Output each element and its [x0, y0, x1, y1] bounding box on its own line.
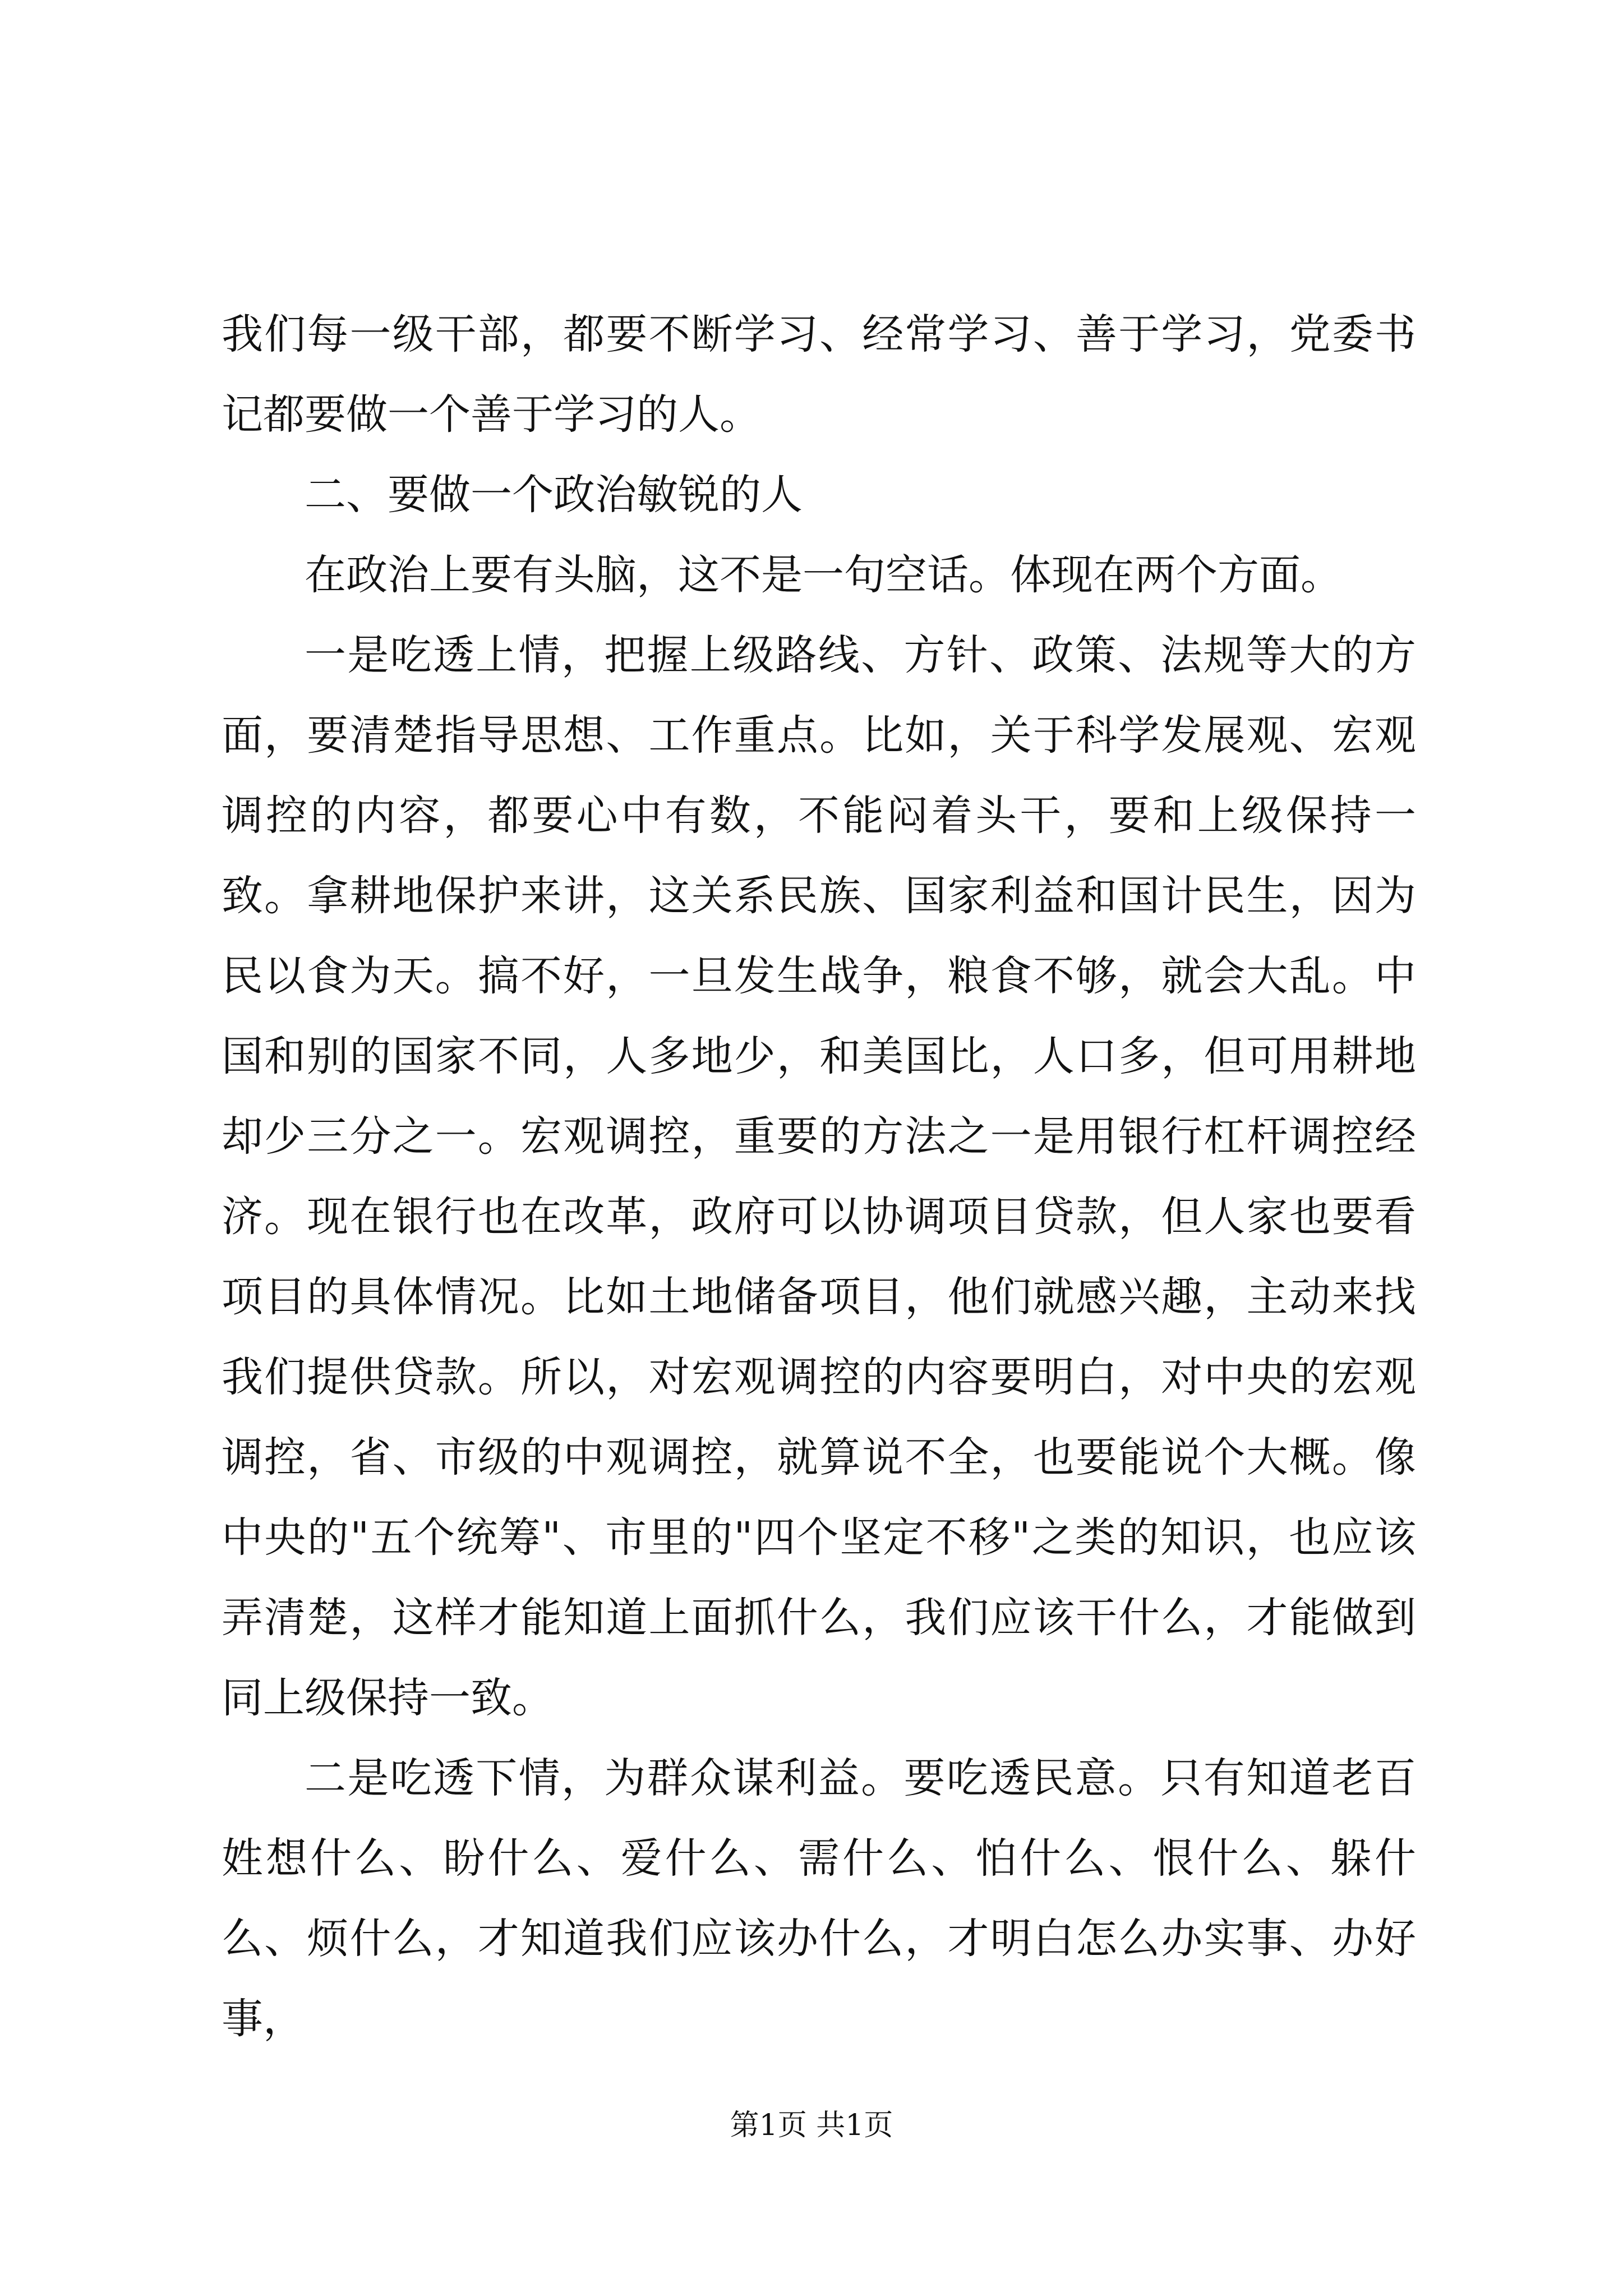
paragraph-4: 一是吃透上情，把握上级路线、方针、政策、法规等大的方面，要清楚指导思想、工作重点。比如，关于科学发展观、宏观调控的内容，都要心中有数，不能闷着头干，要和上级保持一致。拿耕地保护来讲，这关系民族、国家利益和国计民生，因为民以食为天。搞不好，一旦发生战争，粮食不够，就会大乱。中国和别的国家不同，人多地少，和美国比，人口多，但可用耕地却少三分之一。宏观调控，重要的方法之一是用银行杠杆调控经济。现在银行也在改革，政府可以协调项目贷款，但人家也要看项目的具体情况。比如土地储备项目，他们就感兴趣，主动来找我们提供贷款。所以，对宏观调控的内容要明白，对中央的宏观调控，省、市级的中观调控，就算说不全，也要能说个大概。像中央的"五个统筹"、市里的"四个坚定不移"之类的知识，也应该弄清楚，这样才能知道上面抓什么，我们应该干什么，才能做到同上级保持一致。 — [222, 631, 1416, 1722]
paragraph-5: 二是吃透下情，为群众谋利益。要吃透民意。只有知道老百姓想什么、盼什么、爱什么、需什么、怕什么、恨什么、躲什么、烦什么，才知道我们应该办什么，才明白怎么办实事、办好事， — [222, 1754, 1416, 2043]
document-body — [222, 295, 1416, 2059]
page-footer: 第1页 共1页 — [730, 2109, 893, 2142]
paragraph-1: 我们每一级干部，都要不断学习、经常学习、善于学习，党委书记都要做一个善于学习的人。 — [222, 310, 1416, 439]
section-heading: 二、要做一个政治敏锐的人 — [305, 471, 803, 519]
paragraph-3: 在政治上要有头脑，这不是一句空话。体现在两个方面。 — [305, 551, 1342, 599]
